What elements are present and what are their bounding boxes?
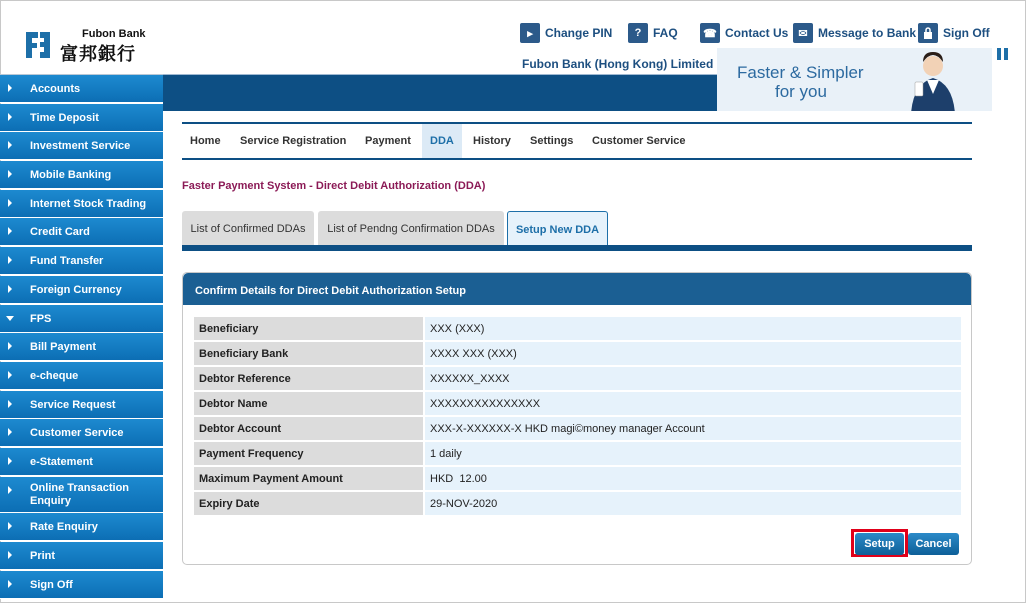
arrow-right-icon: [8, 551, 12, 559]
row-value: XXX-X-XXXXXX-X HKD magi©money manager Account: [423, 417, 961, 440]
sidebar-item-label: Internet Stock Trading: [30, 197, 147, 210]
table-row: [194, 367, 961, 390]
sidebar-item-customer-service[interactable]: [0, 419, 163, 447]
details-table: [194, 315, 961, 517]
table-row: [194, 392, 961, 415]
sidebar-item-label: Fund Transfer: [30, 255, 104, 268]
sidebar-item-bill-payment[interactable]: [0, 333, 163, 361]
sidebar-item-service-request[interactable]: [0, 391, 163, 419]
promo-banner[interactable]: [717, 48, 992, 111]
arrow-right-icon: [8, 486, 12, 494]
sidebar-item-sign-off[interactable]: [0, 571, 163, 599]
sidebar-item-label: Bill Payment: [30, 341, 97, 354]
nav-history[interactable]: History: [473, 135, 511, 147]
message-to-bank-link[interactable]: [793, 23, 916, 43]
header-bar: [163, 74, 717, 111]
logo-name-zh: 富邦銀行: [60, 44, 136, 64]
tab-pending-confirmation-ddas[interactable]: List of Pendng Confirmation DDAs: [318, 211, 504, 246]
row-value: 1 daily: [423, 442, 961, 465]
row-label: Payment Frequency: [194, 442, 423, 465]
sidebar-item-label: Service Request: [30, 398, 116, 411]
arrow-right-icon: [8, 428, 12, 436]
banner-person-image: [897, 52, 967, 111]
change-pin-link[interactable]: [520, 23, 612, 43]
nav-settings[interactable]: Settings: [530, 135, 574, 147]
arrow-right-icon: [8, 371, 12, 379]
row-value: HKD 12.00: [423, 467, 961, 490]
bank-fullname: Fubon Bank (Hong Kong) Limited: [522, 57, 714, 71]
arrow-right-icon: [8, 342, 12, 350]
sidebar-item-internet-stock-trading[interactable]: [0, 190, 163, 218]
sidebar-item-e-statement[interactable]: [0, 448, 163, 476]
arrow-right-icon: [8, 141, 12, 149]
main-nav: [182, 122, 972, 160]
row-value: XXXXXXXXXXXXXXX: [423, 392, 961, 415]
arrow-right-icon: [8, 522, 12, 530]
sign-off-link[interactable]: [918, 23, 990, 43]
arrow-down-icon: [6, 316, 14, 321]
row-value: XXXXXX_XXXX: [423, 367, 961, 390]
table-row: [194, 417, 961, 440]
sidebar-item-fps[interactable]: [0, 305, 163, 333]
sidebar-item-time-deposit[interactable]: [0, 104, 163, 132]
arrow-right-icon: [8, 400, 12, 408]
nav-payment[interactable]: Payment: [365, 135, 411, 147]
banner-pause-button[interactable]: [996, 48, 1010, 60]
row-label: Beneficiary: [194, 317, 423, 340]
sidebar-item-online-transaction-enquiry[interactable]: [0, 477, 163, 513]
row-value: XXXX XXX (XXX): [423, 342, 961, 365]
sidebar-item-rate-enquiry[interactable]: [0, 513, 163, 541]
panel-title: Confirm Details for Direct Debit Authorization Setup: [183, 273, 971, 305]
sidebar-item-investment-service[interactable]: [0, 132, 163, 160]
question-icon: ?: [628, 23, 648, 43]
banner-line1: Faster & Simpler: [737, 63, 864, 82]
arrow-right-icon: [8, 457, 12, 465]
lock-icon: [918, 23, 938, 43]
sign-off-label: Sign Off: [943, 26, 990, 40]
table-row: [194, 317, 961, 340]
table-row: [194, 467, 961, 490]
nav-customer-service[interactable]: Customer Service: [592, 135, 686, 147]
cancel-button[interactable]: Cancel: [908, 533, 959, 555]
contact-us-link[interactable]: [700, 23, 788, 43]
arrow-right-icon: [8, 170, 12, 178]
fubon-logo-icon: [24, 30, 52, 60]
message-to-bank-label: Message to Bank: [818, 26, 917, 40]
phone-icon: ☎: [700, 23, 720, 43]
sidebar-item-label: Customer Service: [30, 427, 124, 440]
row-value: 29-NOV-2020: [423, 492, 961, 515]
sidebar-item-label: Mobile Banking: [30, 169, 112, 182]
arrow-right-icon: [8, 84, 12, 92]
row-label: Expiry Date: [194, 492, 423, 515]
page-title: Faster Payment System - Direct Debit Authorization (DDA): [182, 180, 486, 192]
table-row: [194, 342, 961, 365]
setup-button[interactable]: Setup: [855, 533, 904, 555]
row-label: Debtor Reference: [194, 367, 423, 390]
confirm-details-panel: [182, 272, 972, 565]
envelope-icon: ✉: [793, 23, 813, 43]
dda-tabs: [182, 211, 972, 251]
sidebar-item-label: Rate Enquiry: [30, 521, 98, 534]
sidebar-item-accounts[interactable]: [0, 75, 163, 103]
sidebar-item-label: Foreign Currency: [30, 283, 122, 296]
sidebar-item-fund-transfer[interactable]: [0, 247, 163, 275]
sidebar-item-label: Online Transaction Enquiry: [30, 481, 130, 507]
sidebar-item-label: Print: [30, 550, 56, 562]
sidebar-item-label: Investment Service: [30, 140, 131, 153]
row-label: Beneficiary Bank: [194, 342, 423, 365]
sidebar-item-label: Sign Off: [30, 578, 73, 591]
sidebar-item-label: e-cheque: [30, 369, 79, 382]
sidebar-item-label: Credit Card: [30, 226, 90, 239]
fubon-logo[interactable]: [24, 28, 154, 64]
contact-us-label: Contact Us: [725, 26, 789, 40]
nav-service-registration[interactable]: Service Registration: [240, 135, 347, 147]
sidebar-item-label: e-Statement: [30, 455, 93, 468]
row-label: Debtor Account: [194, 417, 423, 440]
tab-setup-new-dda[interactable]: Setup New DDA: [507, 211, 608, 247]
banner-line2: for you: [775, 82, 827, 101]
sidebar-item-label: FPS: [30, 312, 52, 325]
sidebar-item-label: Time Deposit: [30, 111, 99, 124]
tabs-underline: [182, 245, 972, 251]
sidebar-menu: [0, 75, 163, 599]
table-row: [194, 442, 961, 465]
sidebar-item-print[interactable]: [0, 542, 163, 570]
sidebar-item-e-cheque[interactable]: [0, 362, 163, 390]
arrow-right-icon: [8, 199, 12, 207]
arrow-right-icon: [8, 580, 12, 588]
faq-link[interactable]: [628, 23, 678, 43]
arrow-right-icon: [8, 227, 12, 235]
nav-home[interactable]: Home: [190, 135, 221, 147]
sidebar-item-mobile-banking[interactable]: [0, 161, 163, 189]
change-pin-label: Change PIN: [545, 26, 613, 40]
sidebar-item-label: Accounts: [30, 83, 81, 95]
nav-dda[interactable]: DDA: [422, 124, 462, 158]
row-label: Debtor Name: [194, 392, 423, 415]
sidebar-item-credit-card[interactable]: [0, 218, 163, 246]
faq-label: FAQ: [653, 26, 678, 40]
arrow-right-icon: [8, 256, 12, 264]
tab-confirmed-ddas[interactable]: List of Confirmed DDAs: [182, 211, 314, 246]
logo-name-en: Fubon Bank: [82, 28, 146, 40]
arrow-right-icon: [8, 113, 12, 121]
arrow-right-icon: [8, 285, 12, 293]
row-label: Maximum Payment Amount: [194, 467, 423, 490]
play-icon: ▸: [520, 23, 540, 43]
sidebar-item-foreign-currency[interactable]: [0, 276, 163, 304]
row-value: XXX (XXX): [423, 317, 961, 340]
table-row: [194, 492, 961, 515]
